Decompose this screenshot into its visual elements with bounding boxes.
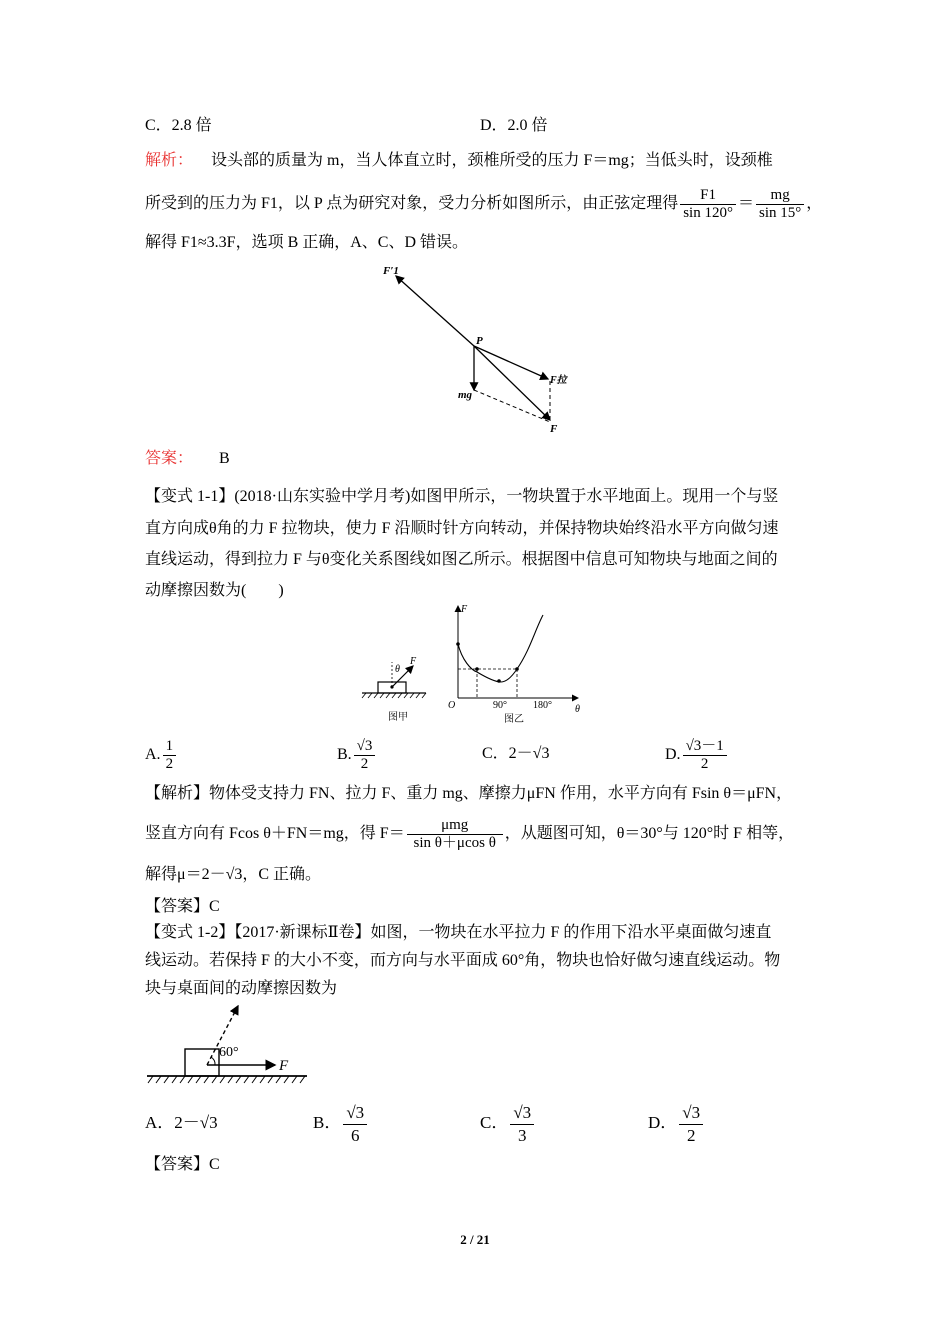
analysis-line-2: 所受到的压力为 F1，以 P 点为研究对象，受力分析如图所示，由正弦定理得 $\frac{F1}{\sin 120^\circ}$ ＝ $\frac{mg}{\sin 15^\circ}$ ， xyxy=(145,186,823,221)
v12-answer: 【答案】C xyxy=(145,1156,220,1173)
point-theta-120 xyxy=(515,667,519,671)
origin-label: O xyxy=(448,700,456,711)
variant-1-2-line-3: 块与桌面间的动摩擦因数为 xyxy=(145,980,338,997)
caption-jia: 图甲 xyxy=(388,712,408,723)
variant-1-1-line-2: 直方向成θ角的力 F 拉物块，使力 F 沿顺时针方向转动，并保持物块始终沿水平方向做匀速 xyxy=(145,520,779,537)
f-prime-vector xyxy=(396,276,474,346)
dashed-mg-f xyxy=(474,390,550,422)
f-theta-curve xyxy=(458,615,543,682)
analysis-line-3: 解得 F1≈3.3F，选项 B 正确，A、C、D 错误。 xyxy=(145,234,469,251)
caption-yi: 图乙 xyxy=(504,714,524,725)
point-theta-min xyxy=(497,679,501,683)
label-p: P xyxy=(476,335,483,347)
variant-1-1-line-4: 动摩擦因数为( ) xyxy=(145,582,284,599)
answer-line xyxy=(145,448,230,470)
answer-value: B xyxy=(219,450,230,467)
fraction-f1-sin120: $\frac{F1}{\sin 120^\circ}$ xyxy=(680,187,736,222)
figure-yi-chart xyxy=(445,600,590,725)
block xyxy=(185,1049,219,1076)
option-c: C．2.8 倍 xyxy=(145,117,212,134)
v12-option-c: C． $\frac{√3}{3}$ xyxy=(480,1100,536,1146)
label-mg: mg xyxy=(458,389,473,401)
v12-option-a: A．2－√3 xyxy=(145,1113,218,1132)
axis-label-theta: θ xyxy=(575,704,580,715)
v11-option-a: A. $\frac{1}{2}$ xyxy=(145,735,178,775)
v11-option-d: D. $\frac{√3-1}{2}$ xyxy=(665,735,729,775)
analysis-text-1: 设头部的质量为 m，当人体直立时，颈椎所受的压力 F＝mg；当低头时，设颈椎 xyxy=(211,152,773,169)
v11-analysis-line-1: 【解析】物体受支持力 FN、拉力 F、重力 mg、摩擦力μFN 作用，水平方向有 Fsin θ＝μFN， xyxy=(145,785,793,802)
f-vector xyxy=(474,346,550,420)
variant-1-2-line-1: 【变式 1-2】【2017·新课标Ⅱ卷】如图，一物块在水平拉力 F 的作用下沿水平桌面做匀速直 xyxy=(145,924,772,941)
fraction-mg-sin15: $\frac{mg}{\sin 15^\circ}$ xyxy=(756,187,804,222)
label-f-la: F拉 xyxy=(550,375,567,386)
label-f: F xyxy=(279,1058,289,1074)
v11-analysis-line-3: 解得μ＝2－√3，C 正确。 xyxy=(145,866,322,883)
label-theta: θ xyxy=(395,664,400,675)
v11-analysis-line-2: 竖直方向有 Fcos θ＋FN＝mg，得 F＝ $\frac{\text{μmg}}{\text{sin θ＋μcos θ}}$ ，从题图可知，θ＝30°与 120°时 F 相等， xyxy=(145,816,795,851)
label-force: F xyxy=(410,656,417,667)
v12-option-d: D． $\frac{√3}{2}$ xyxy=(648,1100,705,1146)
point-theta-0 xyxy=(456,642,460,646)
answer-label: 答案： xyxy=(145,450,194,467)
v11-answer: 【答案】C xyxy=(145,898,220,915)
v11-option-c: C．2－√3 xyxy=(482,745,550,762)
fraction-mumg: $\frac{\text{μmg}}{\text{sin θ＋μcos θ}}$ xyxy=(407,817,503,852)
analysis-line-1 xyxy=(145,150,773,172)
tick-180: 180° xyxy=(533,700,552,711)
option-d: D．2.0 倍 xyxy=(480,117,548,134)
analysis-text-2: 所受到的压力为 F1，以 P 点为研究对象，受力分析如图所示，由正弦定理得 xyxy=(145,195,679,212)
point-theta-30 xyxy=(475,667,479,671)
label-f-prime: F′1 xyxy=(383,265,399,277)
axis-label-f: F xyxy=(461,604,468,615)
analysis-label: 解析： xyxy=(145,152,194,169)
label-angle: 60° xyxy=(219,1045,239,1060)
variant-1-1-line-3: 直线运动，得到拉力 F 与θ变化关系图线如图乙所示。根据图中信息可知物块与地面之间的 xyxy=(145,551,778,568)
v12-option-b: B． $\frac{√3}{6}$ xyxy=(313,1100,369,1146)
variant-1-2-line-2: 线运动。若保持 F 的大小不变，而方向与水平面成 60°角，物块也恰好做匀速直线运动。物 xyxy=(145,952,781,969)
page-number: 2 / 21 xyxy=(460,1232,490,1247)
f-la-vector xyxy=(474,346,548,379)
v11-option-b: B. $\frac{√3}{2}$ xyxy=(337,735,377,775)
figure-jia xyxy=(360,650,430,725)
tick-90: 90° xyxy=(493,700,507,711)
variant-1-1-line-1: 【变式 1-1】(2018·山东实验中学月考)如图甲所示，一物块置于水平地面上。现用一个与竖 xyxy=(145,488,779,505)
figure-60deg xyxy=(145,1000,310,1090)
label-f: F xyxy=(550,423,558,435)
force-diagram xyxy=(370,262,580,437)
